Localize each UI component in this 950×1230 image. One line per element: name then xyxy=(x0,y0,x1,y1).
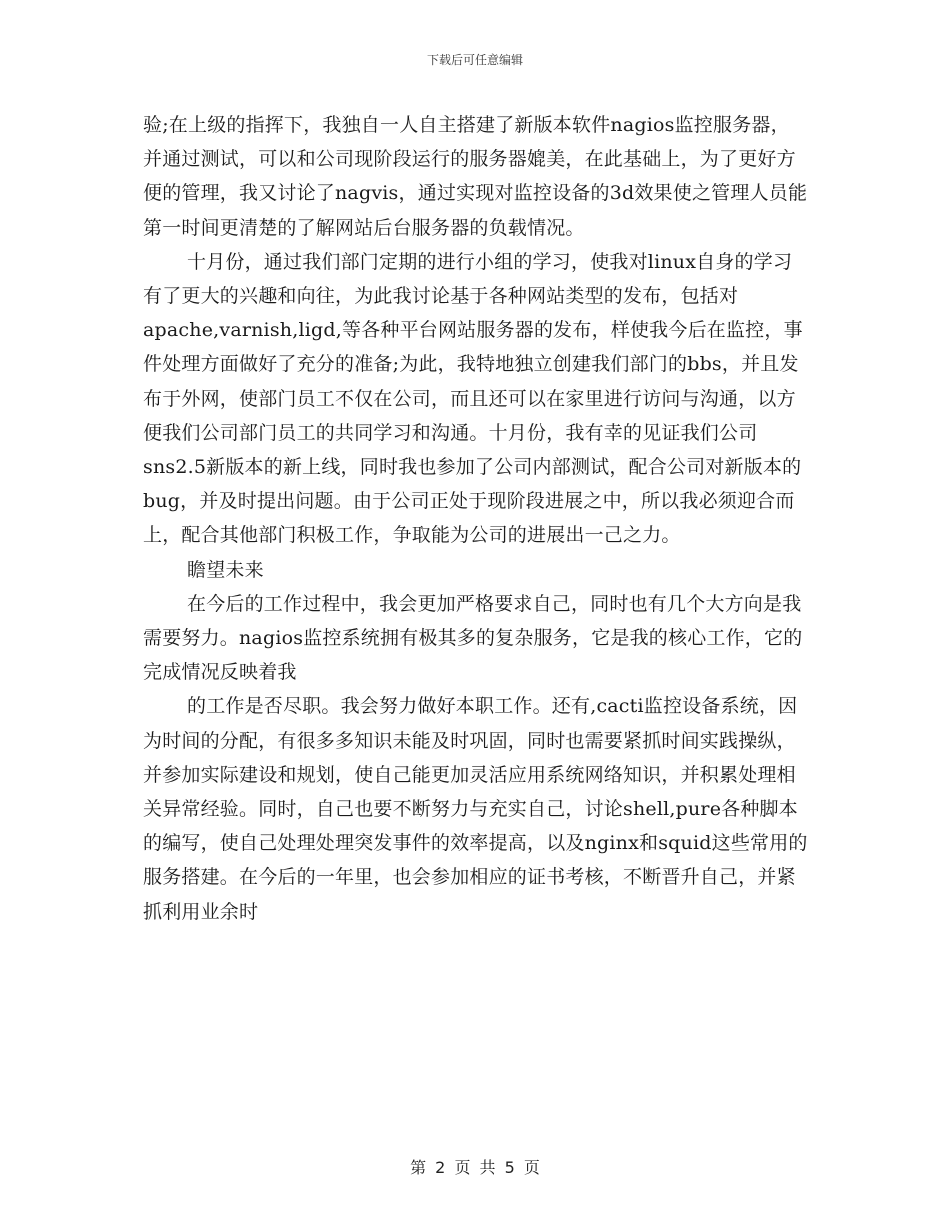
page-footer: 第 2 页 共 5 页 xyxy=(410,1158,540,1177)
document-body xyxy=(143,108,808,929)
page-header: 下载后可任意编辑 xyxy=(426,53,523,67)
paragraph-2: 十月份，通过我们部门定期的进行小组的学习，使我对linux自身的学习有了更大的兴趣和向往，为此我讨论基于各种网站类型的发布，包括对apache,varnish,ligd,等各种平台网站服务器的发布，样使我今后在监控，事件处理方面做好了充分的准备;为此，我特地独立创建我们部门的bbs，并且发布于外网，使部门员工不仅在公司，而且还可以在家里进行访问与沟通，以方便我们公司部门员工的共同学习和沟通。十月份，我有幸的见证我们公司sns2.5新版本的新上线，同时我也参加了公司内部测试，配合公司对新版本的bug，并及时提出问题。由于公司正处于现阶段进展之中，所以我必须迎合而上，配合其他部门积极工作，争取能为公司的进展出一己之力。 xyxy=(143,250,803,547)
paragraph-1: 验;在上级的指挥下，我独自一人自主搭建了新版本软件nagios监控服务器，并通过测试，可以和公司现阶段运行的服务器媲美，在此基础上，为了更好方便的管理，我又讨论了nagvis，通过实现对监控设备的3d效果使之管理人员能第一时间更清楚的了解网站后台服务器的负载情况。 xyxy=(143,114,808,239)
paragraph-3: 在今后的工作过程中，我会更加严格要求自己，同时也有几个大方向是我需要努力。nagios监控系统拥有极其多的复杂服务，它是我的核心工作，它的完成情况反映着我 xyxy=(143,592,803,684)
paragraph-4: 的工作是否尽职。我会努力做好本职工作。还有,cacti监控设备系统，因为时间的分配，有很多多知识未能及时巩固，同时也需要紧抓时间实践操纵，并参加实际建设和规划，使自己能更加灵活应用系统网络知识，并积累处理相关异常经验。同时，自己也要不断努力与充实自己，讨论shell,pure各种脚本的编写，使自己处理处理突发事件的效率提高，以及nginx和squid这些常用的服务搭建。在今后的一年里，也会参加相应的证书考核，不断晋升自己，并紧抓利用业余时 xyxy=(143,695,808,923)
section-heading: 瞻望未来 xyxy=(187,558,264,581)
